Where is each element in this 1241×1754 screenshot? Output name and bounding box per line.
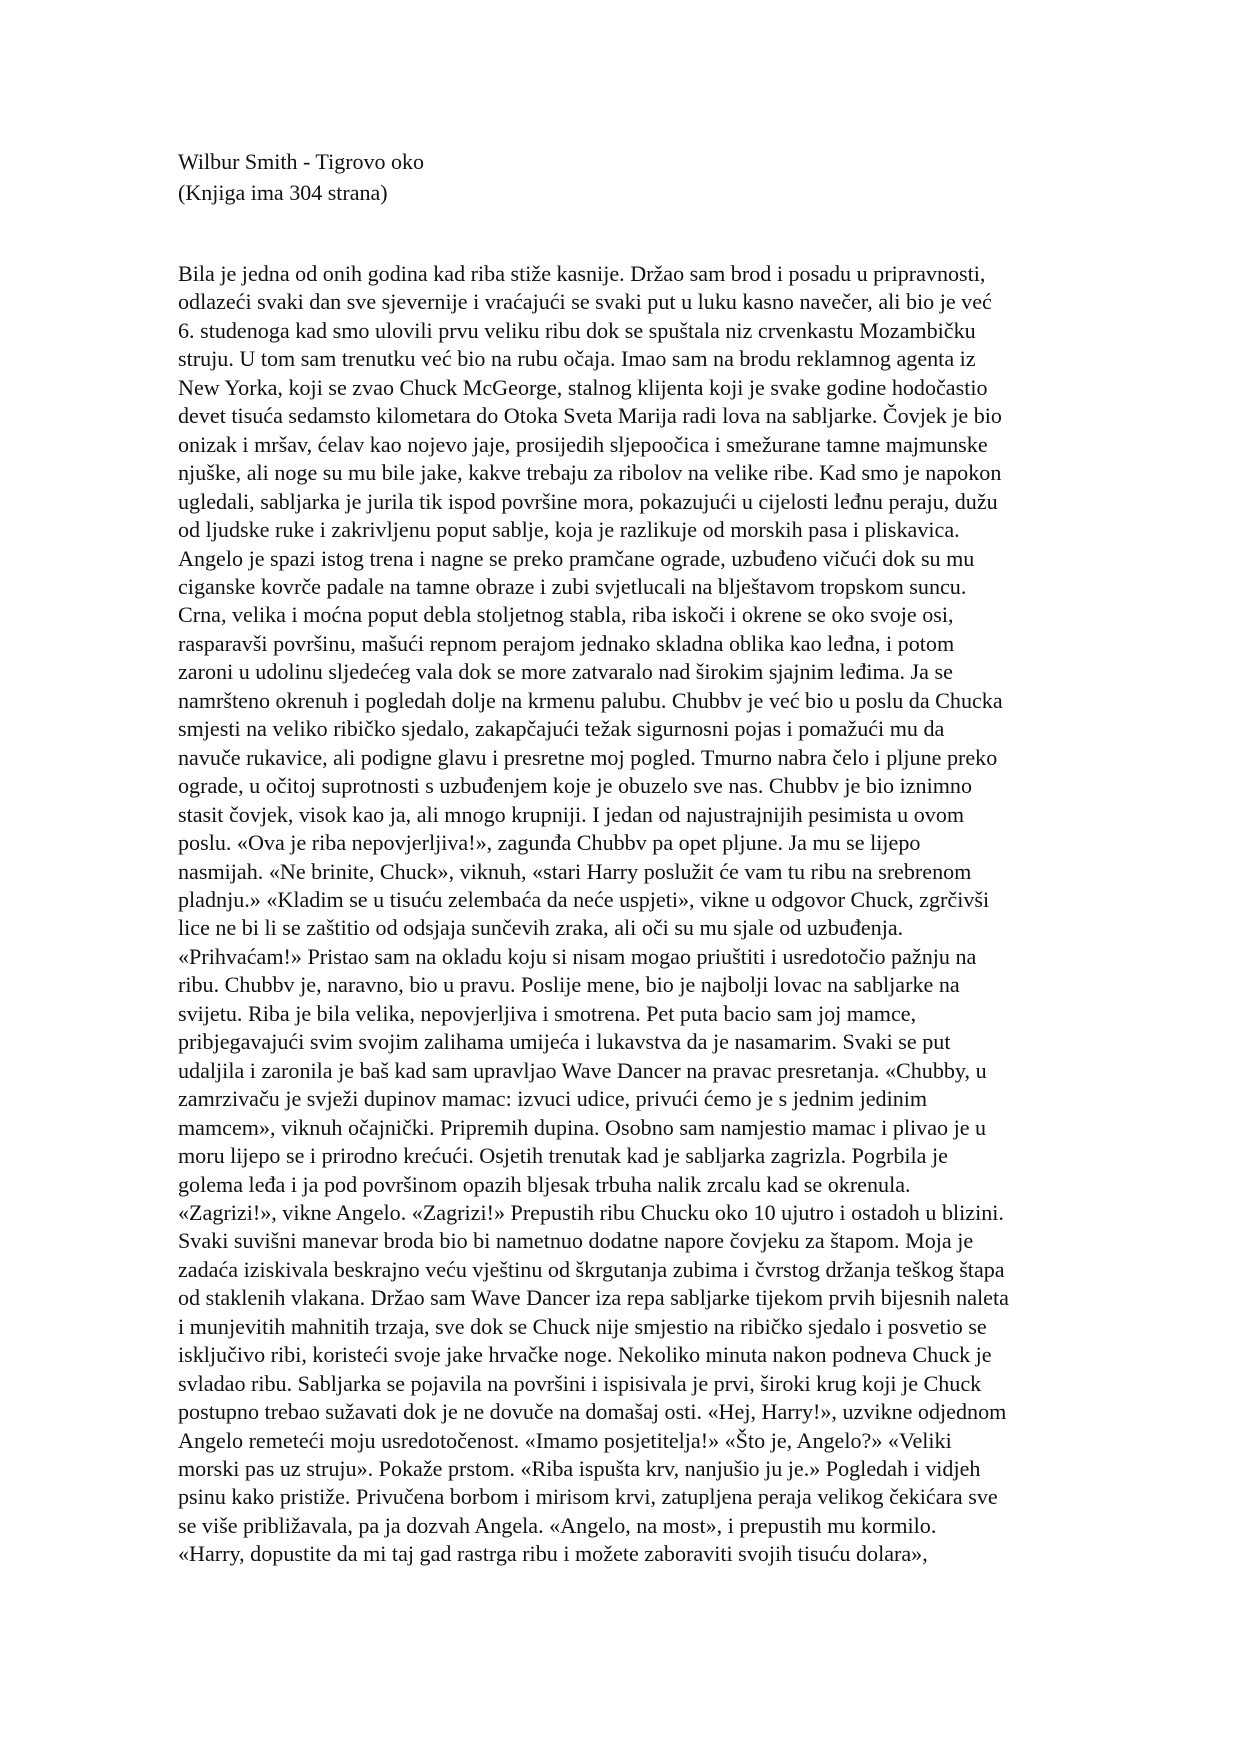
text-line: New Yorka, koji se zvao Chuck McGeorge, stalnog klijenta koji je svake godine hodočastio	[178, 374, 988, 400]
text-line: rasparavši površinu, mašući repnom perajom jednako skladna oblika kao leđna, i potom	[178, 630, 955, 656]
text-line: odlazeći svaki dan sve sjevernije i vraćajući se svaki put u luku kasno navečer, ali bio je već	[178, 289, 992, 315]
text-line: Crna, velika i moćna poput debla stoljetnog stabla, riba iskoči i okrene se oko svoje osi,	[178, 602, 954, 628]
text-line: njuške, ali noge su mu bile jake, kakve trebaju za ribolov na velike ribe. Kad smo je napokon	[178, 460, 1002, 486]
page-count-note: (Knjiga ima 304 strana)	[178, 180, 388, 205]
document-header	[178, 146, 1078, 208]
book-title: Wilbur Smith - Tigrovo oko	[178, 149, 425, 174]
text-line: svladao ribu. Sabljarka se pojavila na površini i ispisivala je prvi, široki krug koji je Chuck	[178, 1370, 982, 1396]
text-line: od staklenih vlakana. Držao sam Wave Dancer iza repa sabljarke tijekom prvih bijesnih naleta	[178, 1285, 1009, 1311]
text-line: onizak i mršav, ćelav kao nojevo jaje, prosijedih sljepoočica i smežurane tamne majmunske	[178, 431, 988, 457]
text-line: ribu. Chubbv je, naravno, bio u pravu. Poslije mene, bio je najbolji lovac na sabljarke na	[178, 972, 960, 998]
text-line: ciganske kovrče padale na tamne obraze i zubi svjetlucali na blještavom tropskom suncu.	[178, 573, 967, 599]
text-line: psinu kako pristiže. Privučena borbom i mirisom krvi, zatupljena peraja velikog čekićara sve	[178, 1484, 998, 1510]
text-line: «Zagrizi!», vikne Angelo. «Zagrizi!» Prepustih ribu Chucku oko 10 ujutro i ostadoh u blizini.	[178, 1199, 1004, 1225]
text-line: «Prihvaćam!» Pristao sam na okladu koju si nisam mogao priuštiti i usredotočio pažnju na	[178, 943, 977, 969]
text-line: zamrzivaču je svježi dupinov mamac: izvuci udice, privući ćemo je s jednim jedinim	[178, 1086, 928, 1112]
text-line: «Harry, dopustite da mi taj gad rastrga ribu i možete zaboraviti svojih tisuću dolara»,	[178, 1541, 928, 1567]
text-line: svijetu. Riba je bila velika, nepovjerljiva i smotrena. Pet puta bacio sam joj mamce,	[178, 1000, 917, 1026]
text-line: i munjevitih mahnitih trzaja, sve dok se Chuck nije smjestio na ribičko sjedalo i posvetio se	[178, 1313, 987, 1339]
text-line: poslu. «Ova je riba nepovjerljiva!», zagunđa Chubbv pa opet pljune. Ja mu se lijepo	[178, 830, 921, 856]
text-line: 6. studenoga kad smo ulovili prvu veliku ribu dok se spuštala niz crvenkastu Mozambičku	[178, 317, 976, 343]
text-line: zaroni u udolinu sljedećeg vala dok se more zatvaralo nad širokim sjajnim leđima. Ja se	[178, 659, 953, 685]
text-line: Svaki suvišni manevar broda bio bi nametnuo dodatne napore čovjeku za štapom. Moja je	[178, 1228, 974, 1254]
text-line: pribjegavajući svim svojim zalihama umijeća i lukavstva da je nasamarim. Svaki se put	[178, 1029, 951, 1055]
text-line: golema leđa i ja pod površinom opazih bljesak trbuha nalik zrcalu kad se okrenula.	[178, 1171, 911, 1197]
text-line: Angelo remeteći moju usredotočenost. «Imamo posjetitelja!» «Što je, Angelo?» «Veliki	[178, 1427, 952, 1453]
text-line: ograde, u očitoj suprotnosti s uzbuđenjem koje je obuzelo sve nas. Chubbv je bio iznimno	[178, 773, 973, 799]
text-line: pladnju.» «Kladim se u tisuću zelembaća da neće uspjeti», vikne u odgovor Chuck, zgrčivši	[178, 886, 990, 912]
text-line: Bila je jedna od onih godina kad riba stiže kasnije. Držao sam brod i posadu u pripravnosti,	[178, 261, 986, 286]
text-line: stasit čovjek, visok kao ja, ali mnogo krupniji. I jedan od najustrajnijih pesimista u ovom	[178, 801, 965, 827]
text-line: nasmijah. «Ne brinite, Chuck», viknuh, «stari Harry poslužit će vam tu ribu na srebrenom	[178, 858, 972, 884]
text-line: udaljila i zaronila je baš kad sam upravljao Wave Dancer na pravac presretanja. «Chubby, u	[178, 1057, 987, 1083]
text-line: lice ne bi li se zaštitio od odsjaja sunčevih zraka, ali oči su mu sjale od uzbuđenja.	[178, 915, 904, 941]
text-line: devet tisuća sedamsto kilometara do Otoka Sveta Marija radi lova na sabljarke. Čovjek je bio	[178, 403, 1002, 429]
text-line: od ljudske ruke i zakrivljenu poput sablje, koja je razlikuje od morskih pasa i pliskavica.	[178, 517, 960, 543]
text-line: morski pas uz struju». Pokaže prstom. «Riba ispušta krv, nanjušio ju je.» Pogledah i vidjeh	[178, 1456, 981, 1482]
text-line: postupno trebao sužavati dok je ne dovuče na domašaj osti. «Hej, Harry!», uzvikne odjednom	[178, 1399, 1007, 1425]
text-line: zadaća iziskivala beskrajno veću vještinu od škrgutanja zubima i čvrstog držanja teškog štapa	[178, 1256, 1005, 1282]
text-line: namršteno okrenuh i pogledah dolje na krmenu palubu. Chubbv je već bio u poslu da Chucka	[178, 687, 1003, 713]
text-line: ugledali, sabljarka je jurila tik ispod površine mora, pokazujući u cijelosti leđnu peraju, dužu	[178, 488, 998, 514]
text-line: moru lijepo se i prirodno krećući. Osjetih trenutak kad je sabljarka zagrizla. Pogrbila je	[178, 1143, 948, 1169]
text-line: se više približavala, pa ja dozvah Angela. «Angelo, na most», i prepustih mu kormilo.	[178, 1512, 937, 1538]
text-line: isključivo ribi, koristeći svoje jake hrvačke noge. Nekoliko minuta nakon podneva Chuck je	[178, 1342, 992, 1368]
text-line: mamcem», viknuh očajnički. Pripremih dupina. Osobno sam namjestio mamac i plivao je u	[178, 1114, 987, 1140]
text-line: struju. U tom sam trenutku već bio na rubu očaja. Imao sam na brodu reklamnog agenta iz	[178, 346, 976, 372]
text-line: Angelo je spazi istog trena i nagne se preko pramčane ograde, uzbuđeno vičući dok su mu	[178, 545, 975, 571]
text-line: navuče rukavice, ali podigne glavu i presretne moj pogled. Tmurno nabra čelo i pljune preko	[178, 744, 998, 770]
text-line: smjesti na veliko ribičko sjedalo, zakapčajući težak sigurnosni pojas i pomažući mu da	[178, 716, 945, 742]
body-text	[178, 260, 1138, 1569]
